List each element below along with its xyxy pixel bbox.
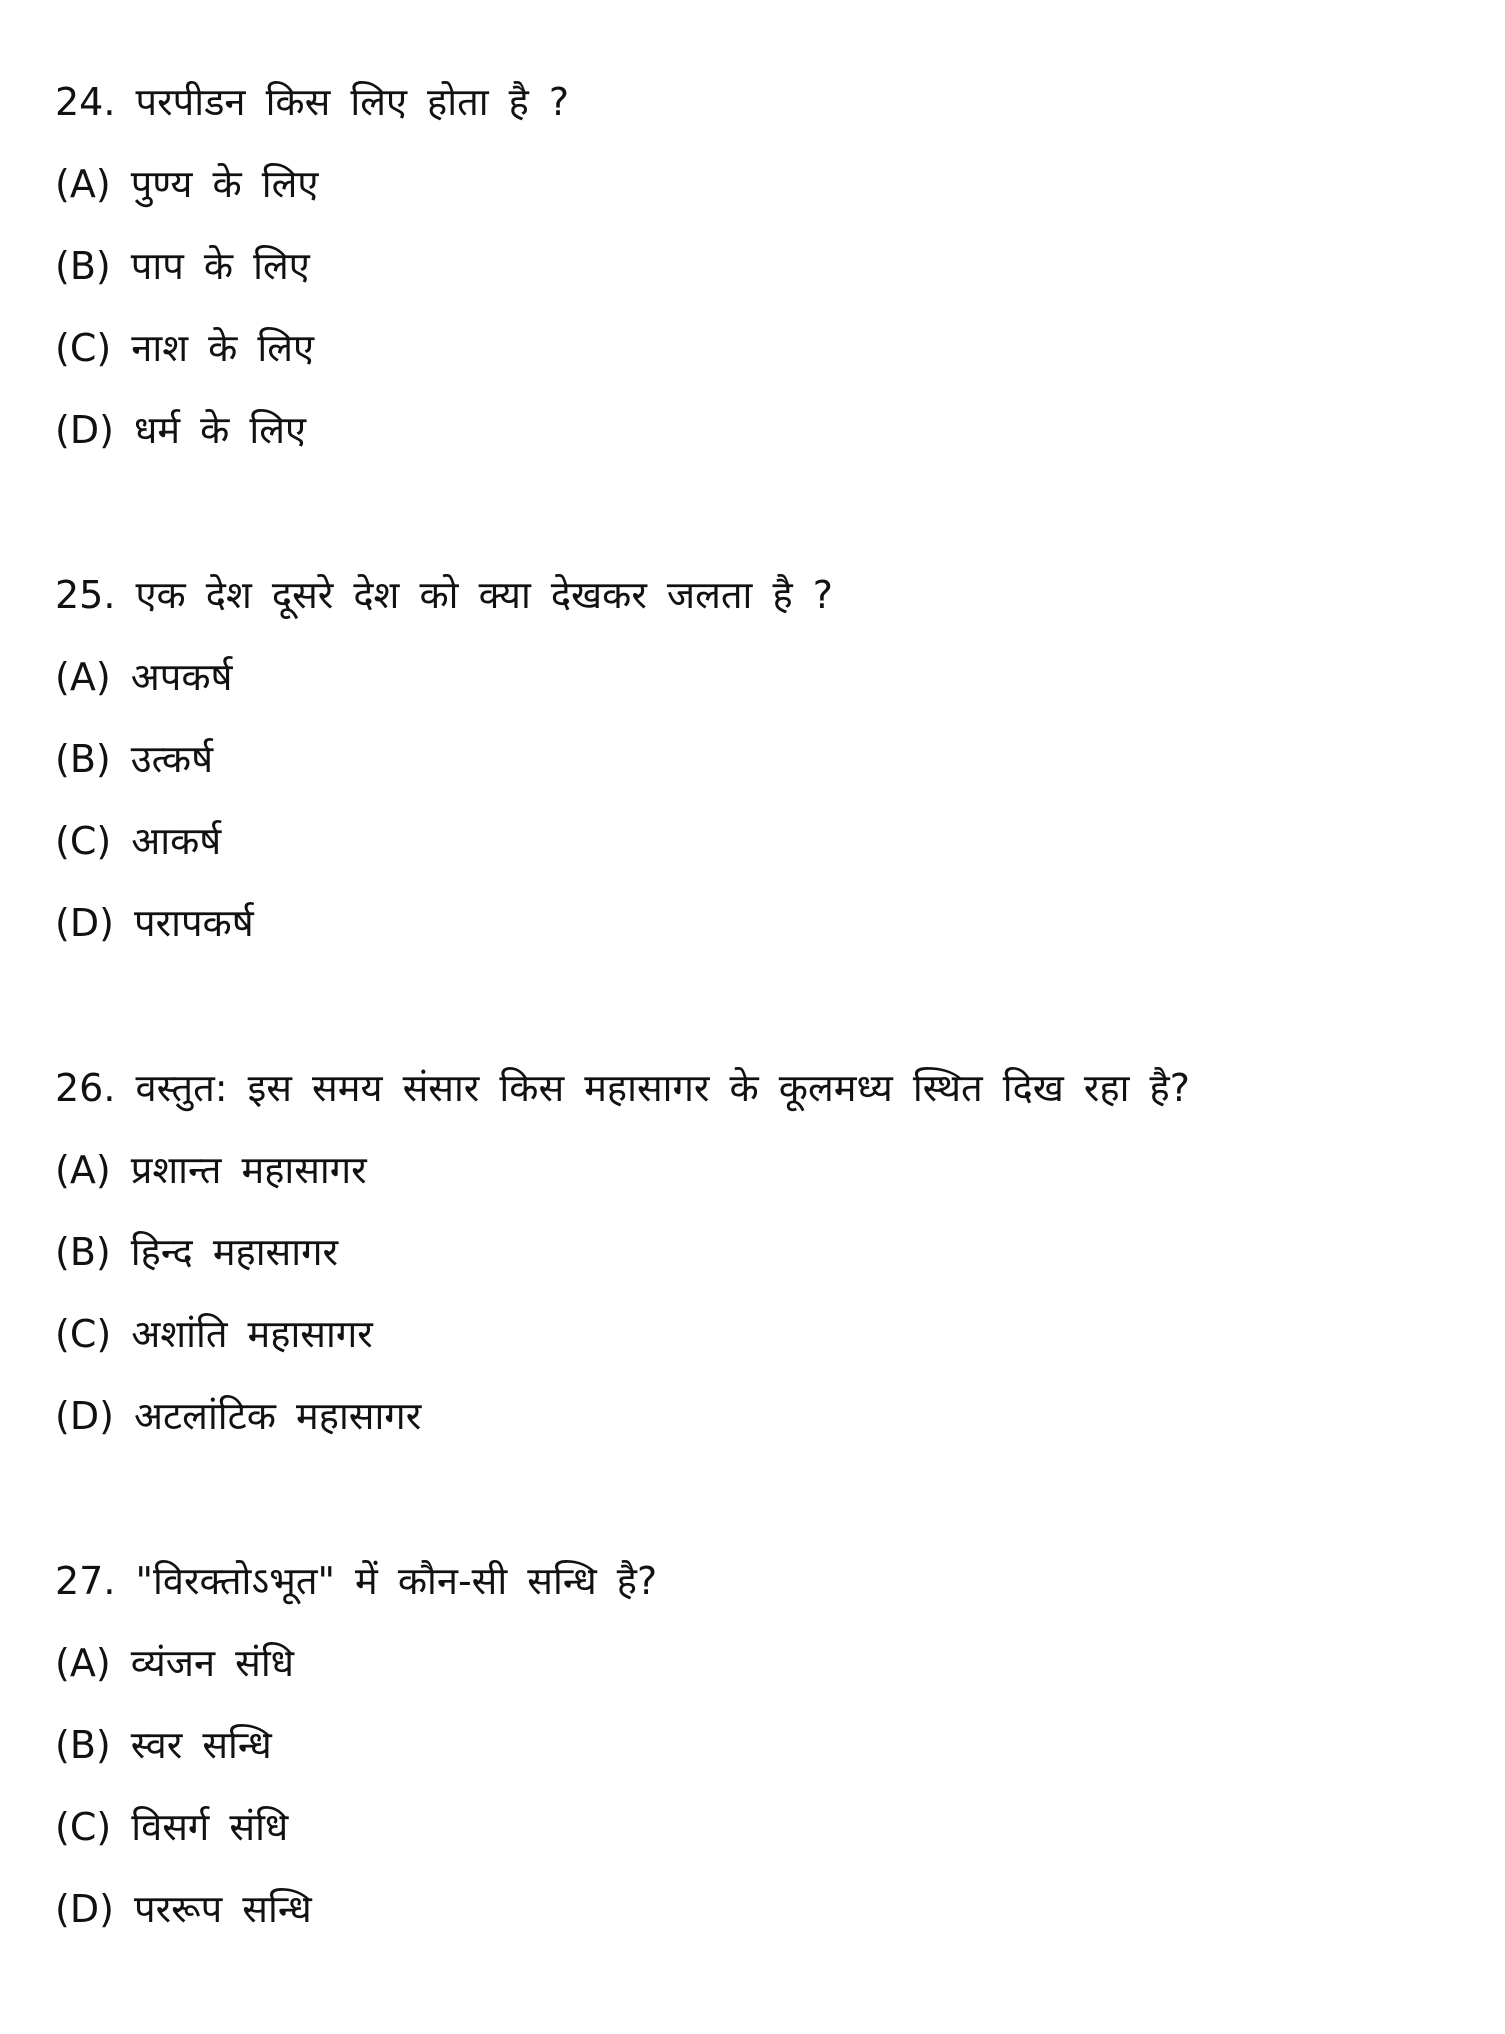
option-c: (C) आकर्ष: [55, 819, 222, 863]
option-b: (B) उत्कर्ष: [55, 737, 214, 781]
option-d: (D) अटलांटिक महासागर: [55, 1394, 422, 1438]
question-text: 26. वस्तुत: इस समय संसार किस महासागर के कूलमध्य स्थित दिख रहा है?: [55, 1066, 1190, 1110]
option-b: (B) स्वर सन्धि: [55, 1723, 272, 1767]
question-26: [55, 1047, 1475, 1457]
option-a: (A) व्यंजन संधि: [55, 1641, 295, 1685]
option-a: (A) पुण्य के लिए: [55, 162, 319, 206]
question-24: [55, 61, 1475, 471]
question-27: [55, 1540, 1475, 1950]
option-d: (D) परापकर्ष: [55, 901, 254, 945]
question-text: 25. एक देश दूसरे देश को क्या देखकर जलता है ?: [55, 573, 833, 617]
option-b: (B) हिन्द महासागर: [55, 1230, 339, 1274]
option-c: (C) विसर्ग संधि: [55, 1805, 289, 1849]
option-d: (D) धर्म के लिए: [55, 408, 307, 452]
option-b: (B) पाप के लिए: [55, 244, 310, 288]
question-25: [55, 554, 1475, 964]
option-a: (A) अपकर्ष: [55, 655, 233, 699]
question-text: 24. परपीडन किस लिए होता है ?: [55, 80, 570, 124]
option-c: (C) अशांति महासागर: [55, 1312, 373, 1356]
option-a: (A) प्रशान्त महासागर: [55, 1148, 367, 1192]
option-c: (C) नाश के लिए: [55, 326, 314, 370]
option-d: (D) पररूप सन्धि: [55, 1887, 312, 1931]
question-text: 27. "विरक्तोऽभूत" में कौन-सी सन्धि है?: [55, 1559, 658, 1603]
